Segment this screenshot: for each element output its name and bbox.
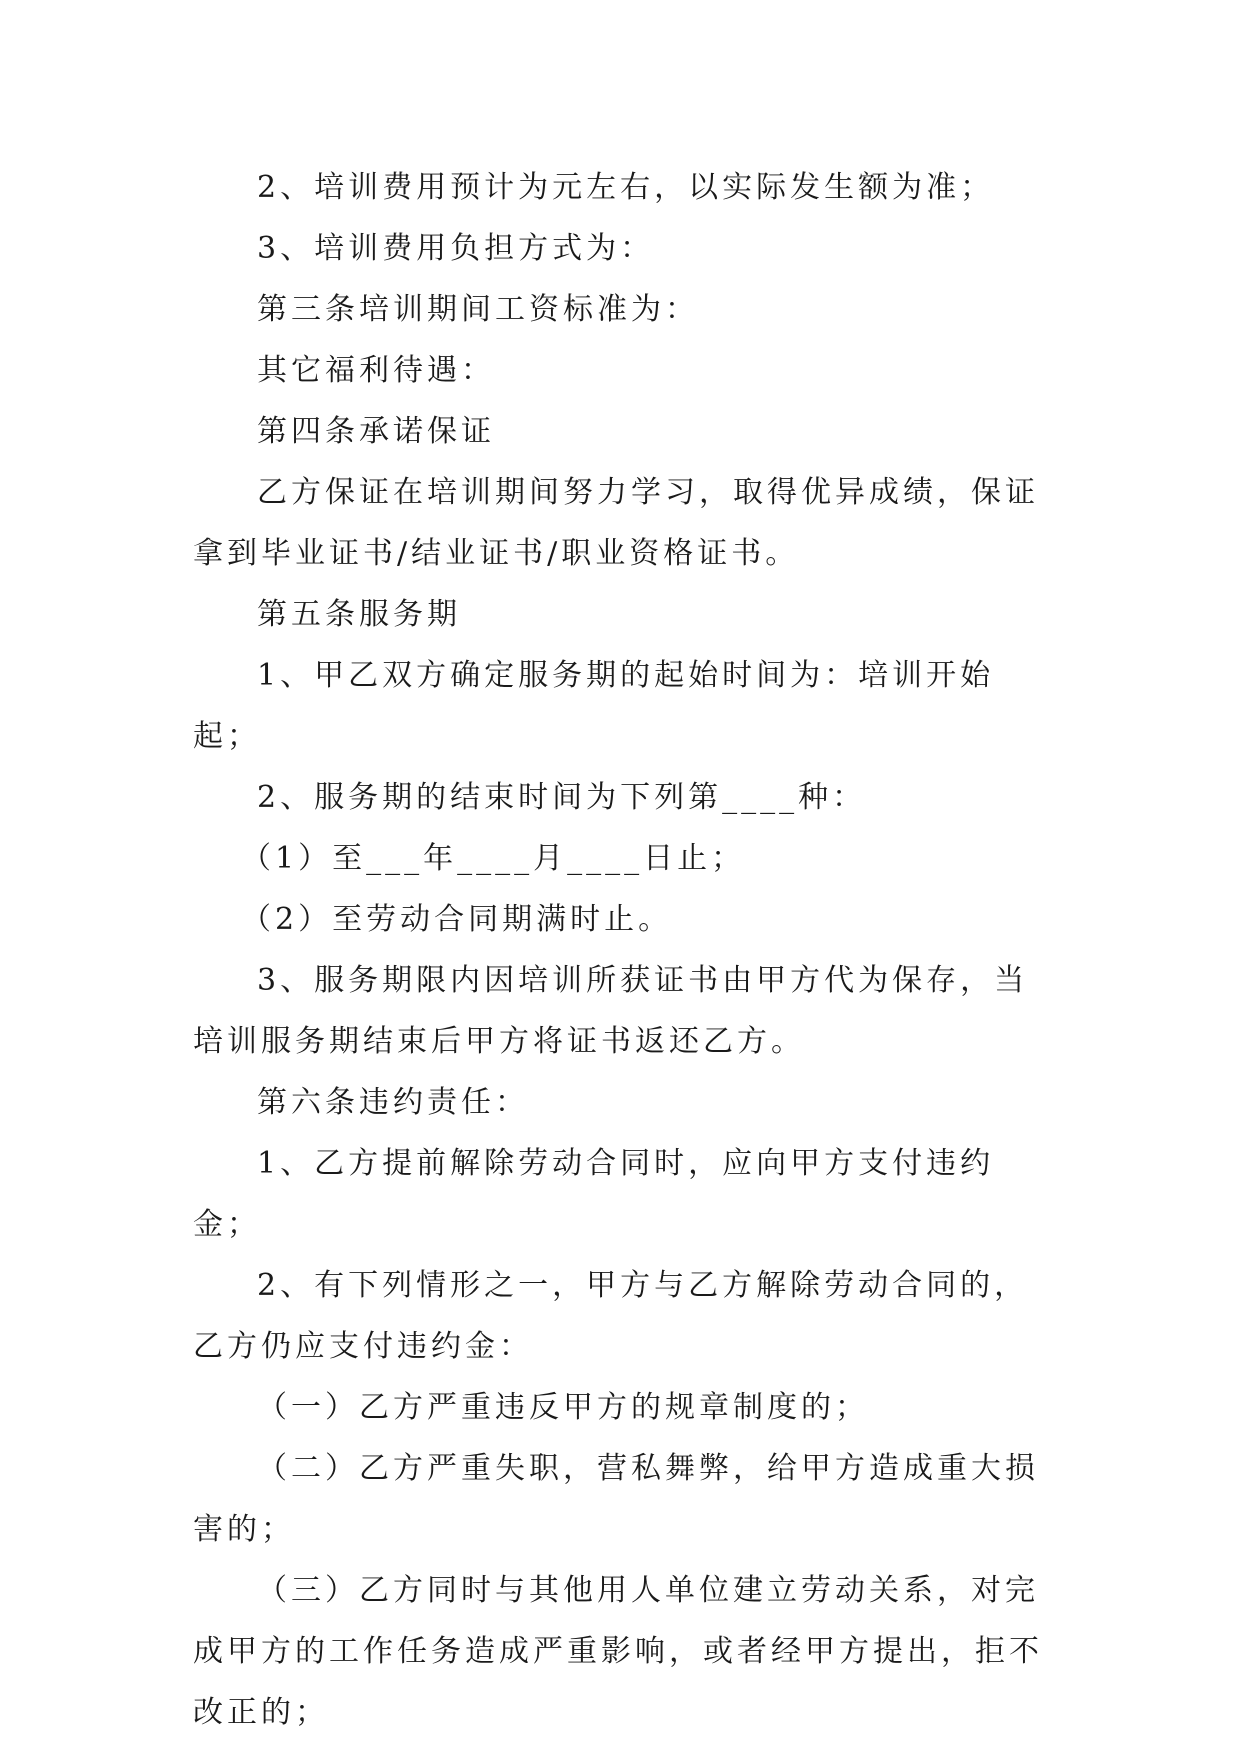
paragraph-article-5: 第五条服务期 xyxy=(257,597,461,632)
paragraph-article-3: 第三条培训期间工资标准为： xyxy=(257,292,699,327)
paragraph-option-1: （1）至___年____月____日止； xyxy=(241,841,746,876)
paragraph-service-start: 1、甲乙双方确定服务期的起始时间为：培训开始起； xyxy=(193,658,995,754)
paragraph-fee-estimate: 2、培训费用预计为元左右，以实际发生额为准； xyxy=(257,170,995,205)
paragraph-case-3: （三）乙方同时与其他用人单位建立劳动关系，对完成甲方的工作任务造成严重影响，或者经甲方提出，拒不改正的； xyxy=(193,1573,1043,1730)
paragraph-article-4: 第四条承诺保证 xyxy=(257,414,495,449)
document-body xyxy=(193,157,1049,1743)
paragraph-case-2: （二）乙方严重失职，营私舞弊，给甲方造成重大损害的； xyxy=(193,1451,1039,1547)
paragraph-termination-cases: 2、有下列情形之一，甲方与乙方解除劳动合同的，乙方仍应支付违约金： xyxy=(193,1268,1029,1364)
paragraph-case-1: （一）乙方严重违反甲方的规章制度的； xyxy=(257,1390,869,1425)
paragraph-guarantee: 乙方保证在培训期间努力学习，取得优异成绩，保证拿到毕业证书/结业证书/职业资格证书。 xyxy=(193,475,1039,571)
paragraph-article-6: 第六条违约责任： xyxy=(257,1085,529,1120)
paragraph-option-2: （2）至劳动合同期满时止。 xyxy=(241,902,673,937)
paragraph-certificate: 3、服务期限内因培训所获证书由甲方代为保存，当培训服务期结束后甲方将证书返还乙方。 xyxy=(193,963,1029,1059)
paragraph-fee-method: 3、培训费用负担方式为： xyxy=(257,231,655,266)
paragraph-early-termination: 1、乙方提前解除劳动合同时，应向甲方支付违约金； xyxy=(193,1146,995,1242)
paragraph-service-end: 2、服务期的结束时间为下列第____种： xyxy=(257,780,867,815)
paragraph-other-benefits: 其它福利待遇： xyxy=(257,353,495,388)
